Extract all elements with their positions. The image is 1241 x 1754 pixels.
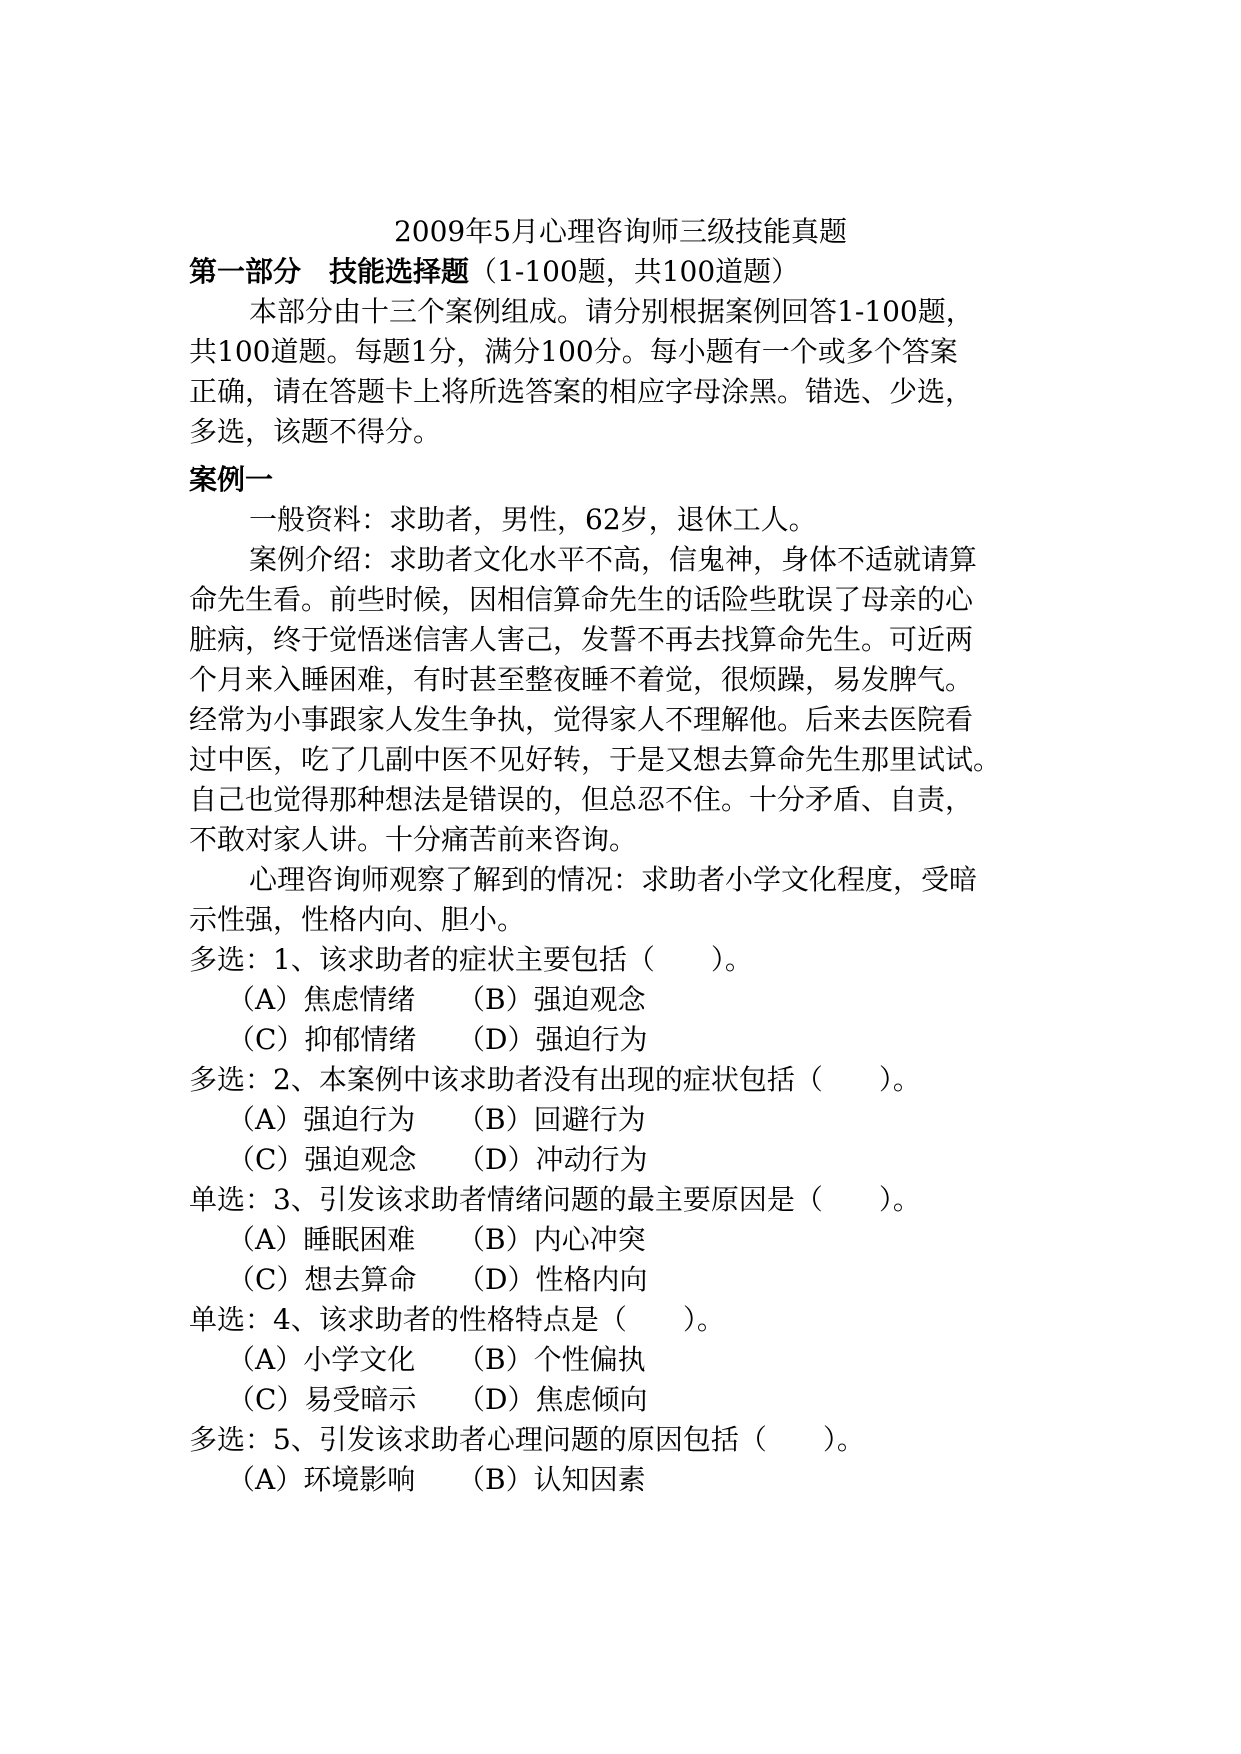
- case-intro-line: 个月来入睡困难，有时甚至整夜睡不着觉，很烦躁，易发脾气。: [189, 663, 974, 696]
- part-heading-range: （1-100题，共100道题）: [469, 255, 800, 288]
- option-b[interactable]: （B）强迫观念: [457, 983, 646, 1016]
- option-a[interactable]: （A）焦虑情绪: [227, 983, 416, 1016]
- observation-text: 心理咨询师观察了解到的情况：求助者小学文化程度，受暗: [249, 863, 978, 896]
- option-row: [227, 1460, 727, 1500]
- part-intro-line: 正确，请在答题卡上将所选答案的相应字母涂黑。错选、少选，: [189, 375, 974, 408]
- case-heading: 案例一: [189, 463, 274, 496]
- question-stem: 多选：5、引发该求助者心理问题的原因包括（ ）。: [189, 1423, 865, 1456]
- case-intro-text: 案例介绍：求助者文化水平不高，信鬼神，身体不适就请算: [249, 543, 978, 576]
- general-info: [189, 500, 817, 540]
- option-b[interactable]: （B）回避行为: [457, 1103, 646, 1136]
- option-row: [227, 1340, 727, 1380]
- option-c[interactable]: （C）想去算命: [227, 1263, 417, 1296]
- question-stem: 多选：1、该求助者的症状主要包括（ ）。: [189, 943, 753, 976]
- part-heading: [189, 252, 799, 292]
- case-intro-line: 不敢对家人讲。十分痛苦前来咨询。: [189, 823, 638, 856]
- option-a[interactable]: （A）环境影响: [227, 1463, 416, 1496]
- part-intro-line: 多选，该题不得分。: [189, 415, 442, 448]
- observation-line: 示性强，性格内向、胆小。: [189, 903, 526, 936]
- question-stem: 单选：3、引发该求助者情绪问题的最主要原因是（ ）。: [189, 1183, 921, 1216]
- option-c[interactable]: （C）抑郁情绪: [227, 1023, 417, 1056]
- case-intro-line: 经常为小事跟家人发生争执，觉得家人不理解他。后来去医院看: [189, 703, 974, 736]
- case-intro-line: 自己也觉得那种想法是错误的，但总忍不住。十分矛盾、自责，: [189, 783, 974, 816]
- part-intro-line: 共100道题。每题1分，满分100分。每小题有一个或多个答案: [189, 335, 958, 368]
- part-intro-text: 本部分由十三个案例组成。请分别根据案例回答1-100题，: [249, 295, 974, 328]
- option-row: [227, 1020, 727, 1060]
- option-c[interactable]: （C）易受暗示: [227, 1383, 417, 1416]
- general-info-text: 一般资料：求助者，男性，62岁，退休工人。: [249, 503, 817, 536]
- document-title: 2009年5月心理咨询师三级技能真题: [393, 215, 848, 248]
- option-b[interactable]: （B）个性偏执: [457, 1343, 646, 1376]
- option-row: [227, 1140, 727, 1180]
- option-d[interactable]: （D）焦虑倾向: [457, 1383, 648, 1416]
- option-d[interactable]: （D）冲动行为: [457, 1143, 648, 1176]
- option-row: [227, 1260, 727, 1300]
- option-b[interactable]: （B）内心冲突: [457, 1223, 646, 1256]
- case-intro-line: [189, 540, 977, 580]
- part-intro-line: [189, 292, 974, 332]
- option-c[interactable]: （C）强迫观念: [227, 1143, 417, 1176]
- option-a[interactable]: （A）强迫行为: [227, 1103, 416, 1136]
- option-row: [227, 1380, 727, 1420]
- option-b[interactable]: （B）认知因素: [457, 1463, 646, 1496]
- part-heading-bold: 第一部分 技能选择题: [189, 255, 470, 288]
- option-a[interactable]: （A）睡眠困难: [227, 1223, 416, 1256]
- case-intro-line: 过中医，吃了几副中医不见好转，于是又想去算命先生那里试试。: [189, 743, 1002, 776]
- case-intro-line: 脏病，终于觉悟迷信害人害己，发誓不再去找算命先生。可近两: [189, 623, 974, 656]
- option-d[interactable]: （D）强迫行为: [457, 1023, 648, 1056]
- question-stem: 单选：4、该求助者的性格特点是（ ）。: [189, 1303, 725, 1336]
- option-row: [227, 1220, 727, 1260]
- option-a[interactable]: （A）小学文化: [227, 1343, 416, 1376]
- observation-line: [189, 860, 977, 900]
- option-d[interactable]: （D）性格内向: [457, 1263, 648, 1296]
- case-intro-line: 命先生看。前些时候，因相信算命先生的话险些耽误了母亲的心: [189, 583, 974, 616]
- question-stem: 多选：2、本案例中该求助者没有出现的症状包括（ ）。: [189, 1063, 921, 1096]
- option-row: [227, 1100, 727, 1140]
- option-row: [227, 980, 727, 1020]
